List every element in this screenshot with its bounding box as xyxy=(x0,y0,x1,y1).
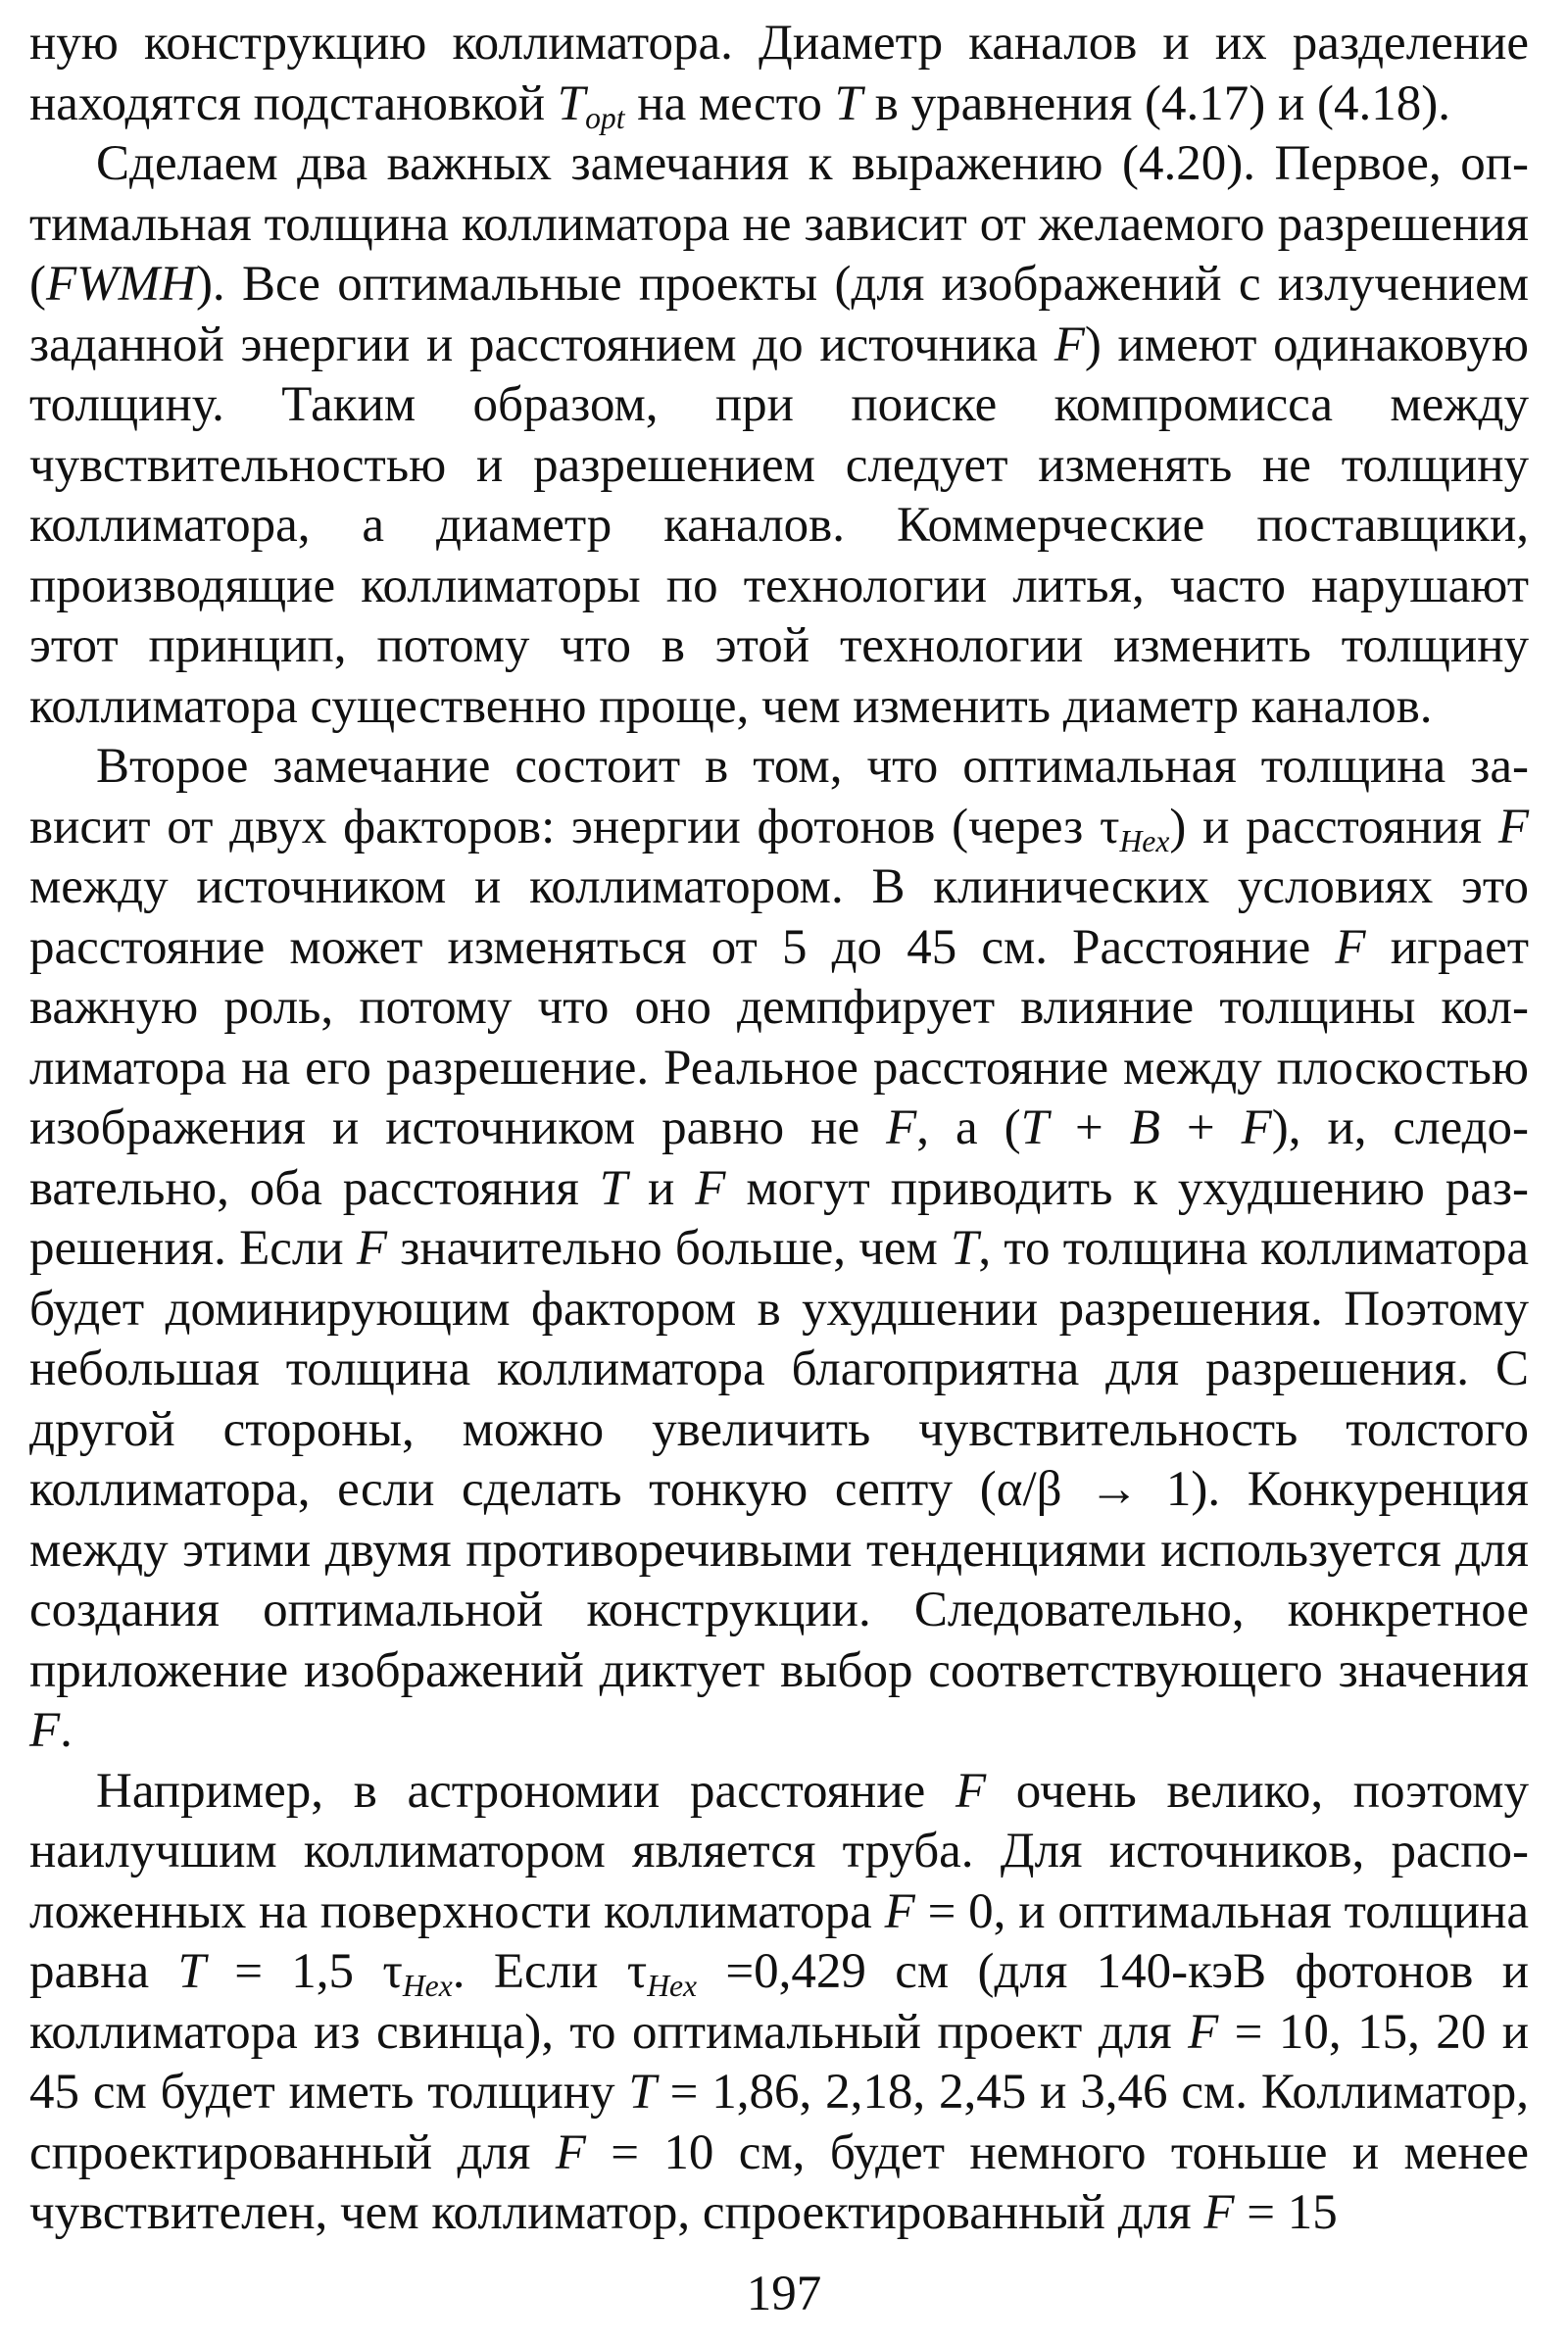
page-body xyxy=(29,14,1529,2244)
italic-symbol: T xyxy=(599,1160,628,1216)
text-run: = 0, и оптимальная толщина равна xyxy=(29,1883,1529,1999)
italic-symbol: F xyxy=(1497,799,1529,854)
italic-symbol: F xyxy=(695,1160,726,1216)
paragraph-continuation xyxy=(29,14,1529,134)
subscript-text: Hex xyxy=(1119,823,1170,858)
text-run: + xyxy=(1048,1100,1130,1155)
italic-symbol: F xyxy=(1188,2004,1219,2060)
italic-symbol: F xyxy=(1335,919,1366,975)
italic-symbol: T xyxy=(834,75,863,131)
text-run: =0,429 см (для 140-кэВ фотонов и коллиматора из свинца), то оптимальный проект для xyxy=(29,1944,1529,2060)
text-run: ) и расстояния xyxy=(1169,799,1498,854)
italic-symbol: B xyxy=(1129,1100,1160,1155)
italic-symbol: F xyxy=(356,1221,387,1276)
text-run: = 10 см, будет немного тоньше и менее чувствителен, чем коллиматор, спроектированный для xyxy=(29,2124,1530,2240)
italic-symbol: F xyxy=(955,1763,987,1819)
text-run: ). Все оптимальные проекты (для изображений с излучением заданной энергии и расстоянием до источника xyxy=(29,257,1529,372)
text-run: ) имеют одинаковую толщину. Таким образом, при поиске компромисса между чувствительностью и разрешением следует изменять не толщину коллиматора, а диаметр каналов. Коммерческие поставщики, производящие коллиматоры по технологии литья, часто нарушают этот принцип, потому что в этой технологии изменить толщину коллиматора существенно проще, чем изменить диаметр каналов. xyxy=(29,317,1529,734)
italic-symbol: T xyxy=(628,2065,657,2120)
paragraph-remarks-second xyxy=(29,737,1529,1762)
italic-symbol: T xyxy=(1020,1100,1049,1155)
text-run: Например, в астрономии расстояние xyxy=(96,1763,956,1819)
text-run: Второе замечание состоит в том, что оптимальная толщина зависит от двух факторов: энергии фотонов (через τ xyxy=(29,739,1529,854)
text-run: , то толщина коллиматора будет доминирующим фактором в ухудшении разрешения. Поэтому небольшая толщина коллиматора благоприятна для разрешения. С другой стороны, можно увеличить чувствительность толстого коллиматора, если сделать тонкую септу (α/β → 1). Конкуренция между этими двумя противоречивыми тенденциями используется для создания оптимальной конструкции. Следовательно, конкретное приложение изображений диктует выбор соответствующего значения xyxy=(29,1221,1530,1698)
text-run: . xyxy=(60,1703,73,1758)
text-run: ), и, следовательно, оба расстояния xyxy=(29,1100,1530,1216)
text-run: на место xyxy=(624,75,835,131)
page-number: 197 xyxy=(746,2267,822,2321)
italic-symbol: F xyxy=(1203,2185,1235,2240)
italic-symbol: T xyxy=(177,1944,206,1999)
text-run: , а ( xyxy=(916,1100,1021,1155)
italic-symbol: F xyxy=(884,1883,915,1939)
text-run: Сделаем два важных замечания к выражению (4.20). Первое, оптимальная толщина коллиматора не зависит от желаемого разрешения ( xyxy=(29,136,1529,312)
text-run: очень велико, поэтому наилучшим коллиматором является труба. Для источников, расположенных на поверхности коллиматора xyxy=(29,1763,1529,1939)
text-run: ную конструкцию коллиматора. Диаметр каналов и их разделение находятся подстановкой xyxy=(29,16,1529,131)
text-run: могут приводить к ухудшению разрешения. Если xyxy=(29,1160,1529,1276)
text-run: играет важную роль, потому что оно демпфирует влияние толщины коллиматора на его разрешение. Реальное расстояние между плоскостью изображения и источником равно не xyxy=(29,919,1529,1155)
text-run: = 15 xyxy=(1234,2185,1338,2240)
text-run: = 1,5 τ xyxy=(205,1944,403,1999)
text-run: = 10, 15, 20 и 45 см будет иметь толщину xyxy=(29,2004,1530,2120)
italic-symbol: FWMH xyxy=(45,257,196,312)
text-run: . Если τ xyxy=(452,1944,648,1999)
subscript-text: opt xyxy=(585,100,625,135)
italic-symbol: F xyxy=(1054,317,1085,372)
text-run: + xyxy=(1159,1100,1242,1155)
text-run: и xyxy=(627,1160,696,1216)
paragraph-example xyxy=(29,1762,1529,2244)
subscript-text: Hex xyxy=(402,1968,453,2003)
paragraph-remarks-first xyxy=(29,134,1529,737)
subscript-text: Hex xyxy=(647,1968,698,2003)
italic-symbol: T xyxy=(951,1221,979,1276)
italic-symbol: T xyxy=(557,75,586,131)
italic-symbol: F xyxy=(886,1100,917,1155)
text-run: значительно больше, чем xyxy=(386,1221,951,1276)
text-run: в уравнения (4.17) и (4.18). xyxy=(862,75,1451,131)
italic-symbol: F xyxy=(29,1703,61,1758)
italic-symbol: F xyxy=(1241,1100,1272,1155)
text-run: = 1,86, 2,18, 2,45 и 3,46 см. Коллиматор, спроектированный для xyxy=(29,2065,1529,2180)
text-run: между источником и коллиматором. В клинических условиях это расстояние может изменяться от 5 до 45 см. Расстояние xyxy=(29,859,1529,975)
italic-symbol: F xyxy=(555,2124,586,2180)
